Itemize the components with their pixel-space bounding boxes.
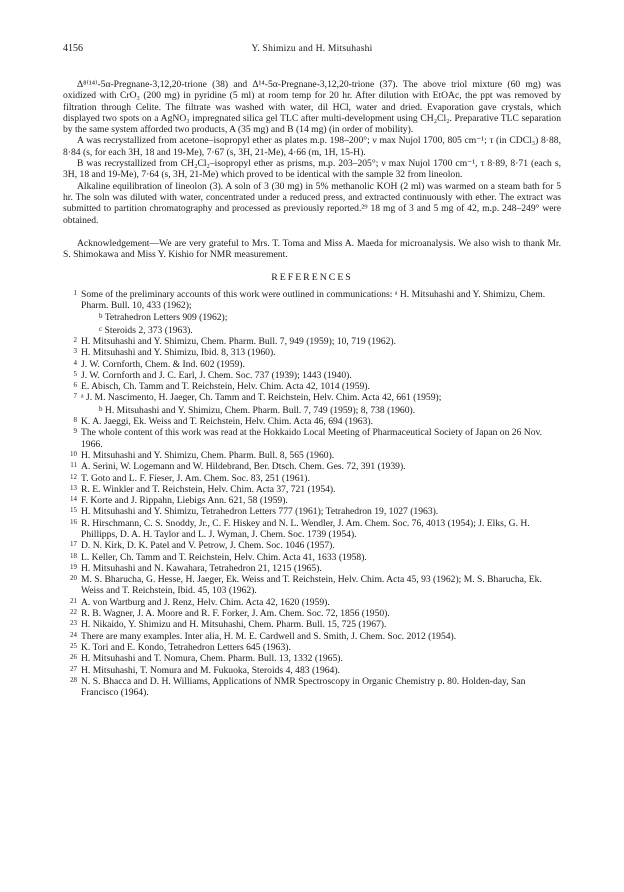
reference-item xyxy=(63,518,561,541)
reference-text: H. Mitsuhashi, T. Nomura and M. Fukuoka, Steroids 4, 483 (1964). xyxy=(81,664,340,676)
reference-item xyxy=(63,676,561,699)
reference-text: H. Mitsuhashi and T. Nomura, Chem. Pharm. Bull. 13, 1332 (1965). xyxy=(81,653,343,665)
reference-item xyxy=(63,597,561,608)
reference-item xyxy=(63,631,561,642)
reference-text: T. Goto and L. F. Fieser, J. Am. Chem. Soc. 83, 251 (1961). xyxy=(81,472,310,484)
reference-text: E. Abisch, Ch. Tamm and T. Reichstein, Helv. Chim. Acta 42, 1014 (1959). xyxy=(81,381,370,393)
reference-text: There are many examples. Inter alia, H. M. E. Cardwell and S. Smith, J. Chem. Soc. 2012 (1954). xyxy=(81,630,457,642)
reference-number: 7 xyxy=(73,392,77,401)
reference-text: Some of the preliminary accounts of this work were outlined in communications: ᵃ H. Mitsuhashi and Y. Shimizu, Chem. Pharm. Bull. 10, 433 (1962); xyxy=(81,288,546,312)
reference-number: 26 xyxy=(70,653,77,662)
reference-number: 24 xyxy=(70,630,77,639)
reference-text: K. A. Jaeggi, Ek. Weiss and T. Reichstein, Helv. Chim. Acta 46, 694 (1963). xyxy=(81,416,373,428)
reference-item xyxy=(63,619,561,630)
reference-subitem-mark: b xyxy=(99,312,103,321)
reference-number: 16 xyxy=(70,517,77,526)
reference-text: J. W. Cornforth, Chem. & Ind. 602 (1959). xyxy=(81,358,245,370)
reference-number: 12 xyxy=(70,472,77,481)
reference-number: 5 xyxy=(73,369,77,378)
reference-item xyxy=(63,347,561,358)
reference-item xyxy=(63,473,561,484)
reference-list xyxy=(63,289,561,699)
reference-number: 11 xyxy=(70,461,77,470)
reference-number: 28 xyxy=(70,675,77,684)
reference-number: 4 xyxy=(73,358,77,367)
reference-item xyxy=(63,552,561,563)
reference-text: N. S. Bhacca and D. H. Williams, Applications of NMR Spectroscopy in Organic Chemistry p. 80. Holden-day, San Francisco (1964). xyxy=(81,675,526,699)
reference-item xyxy=(63,381,561,392)
article-body xyxy=(63,79,561,698)
reference-item xyxy=(63,540,561,551)
reference-number: 25 xyxy=(70,641,77,650)
reference-item xyxy=(63,608,561,619)
page-header xyxy=(63,43,561,57)
running-head: Y. Shimizu and H. Mitsuhashi xyxy=(251,43,373,54)
reference-number: 17 xyxy=(70,540,77,549)
reference-item xyxy=(63,461,561,472)
reference-text: J. W. Cornforth and J. C. Earl, J. Chem. Soc. 737 (1939); 1443 (1940). xyxy=(81,369,352,381)
reference-text: A. Serini, W. Logemann and W. Hildebrand, Ber. Dtsch. Chem. Ges. 72, 391 (1939). xyxy=(81,461,406,473)
reference-number: 6 xyxy=(73,381,77,390)
reference-number: 19 xyxy=(70,562,77,571)
experimental-paragraph: Alkaline equilibration of lineolon (3). A soln of 3 (30 mg) in 5% methanolic KOH (2 ml) was warmed on a steam bath for 5 hr. The soln was diluted with water, concentrated under a reduced press, and extracted continuously with ether. The extract was submitted to partition chromatography and processed as previously reported.²⁹ 18 mg of 3 and 5 mg of 42, m.p. 248–249° were obtained. xyxy=(63,180,561,226)
reference-text: F. Korte and J. Rippahn, Liebigs Ann. 621, 58 (1959). xyxy=(81,495,288,507)
reference-item xyxy=(63,484,561,495)
reference-number: 22 xyxy=(70,608,77,617)
reference-subitem-text: H. Mitsuhashi and Y. Shimizu, Chem. Pharm. Bull. 7, 749 (1959); 8, 738 (1960). xyxy=(104,404,416,416)
experimental-paragraph: A was recrystallized from acetone–isopropyl ether as plates m.p. 198–200°; ν max Nujol 1700, 805 cm⁻¹; τ (in CDCl₃) 8·88, 8·84 (s, for each 3H, 18 and 19-Me), 7·67 (s, 3H, 21-Me), 4·66 (m, 1H, 15-H). xyxy=(63,135,561,158)
reference-number: 13 xyxy=(70,483,77,492)
reference-number: 15 xyxy=(70,506,77,515)
acknowledgement: Acknowledgement—We are very grateful to Mrs. T. Toma and Miss A. Maeda for microanalysis. We also wish to thank Mr. S. Shimokawa and Miss Y. Kishio for NMR measurement. xyxy=(63,237,561,261)
reference-subitem xyxy=(81,311,561,323)
reference-number: 9 xyxy=(73,427,77,436)
reference-text: H. Mitsuhashi and Y. Shimizu, Chem. Pharm. Bull. 7, 949 (1959); 10, 719 (1962). xyxy=(81,335,396,347)
reference-text: R. B. Wagner, J. A. Moore and R. F. Forker, J. Am. Chem. Soc. 72, 1856 (1950). xyxy=(81,608,390,620)
reference-item xyxy=(63,450,561,461)
reference-number: 3 xyxy=(73,347,77,356)
reference-number: 27 xyxy=(70,664,77,673)
reference-text: H. Nikaido, Y. Shimizu and H. Mitsuhashi, Chem. Pharm. Bull. 15, 725 (1967). xyxy=(81,619,387,631)
page-number: 4156 xyxy=(63,43,83,54)
reference-text: ᵃ J. M. Nascimento, H. Jaeger, Ch. Tamm and T. Reichstein, Helv. Chim. Acta 42, 661 (1959); xyxy=(81,392,442,404)
reference-item xyxy=(63,427,561,450)
reference-item xyxy=(63,665,561,676)
reference-subitem-mark: b xyxy=(99,404,103,413)
reference-subitem xyxy=(81,404,561,416)
reference-item xyxy=(63,392,561,416)
reference-number: 23 xyxy=(70,619,77,628)
reference-item xyxy=(63,563,561,574)
reference-item xyxy=(63,370,561,381)
reference-number: 14 xyxy=(70,495,77,504)
reference-subitem-text: Tetrahedron Letters 909 (1962); xyxy=(104,312,228,324)
reference-text: H. Mitsuhashi and Y. Shimizu, Chem. Pharm. Bull. 8, 565 (1960). xyxy=(81,449,335,461)
reference-text: R. Hirschmann, C. S. Snoddy, Jr., C. F. Hiskey and N. L. Wendler, J. Am. Chem. Soc. 76, 4013 (1954); J. Elks, G. H. Phillipps, D. A. H. Taylor and L. J. Wyman, J. Chem. Soc. 1739 (1954). xyxy=(81,517,530,540)
reference-subitem-text: Steroids 2, 373 (1963). xyxy=(104,324,193,336)
reference-text: D. N. Kirk, D. K. Patel and V. Petrow, J. Chem. Soc. 1046 (1957). xyxy=(81,540,335,552)
reference-item xyxy=(63,495,561,506)
reference-item xyxy=(63,416,561,427)
reference-item xyxy=(63,506,561,517)
reference-text: K. Tori and E. Kondo, Tetrahedron Letters 645 (1963). xyxy=(81,641,291,653)
experimental-paragraph: Δ⁸⁽¹⁴⁾-5α-Pregnane-3,12,20-trione (38) and Δ¹⁴-5α-Pregnane-3,12,20-trione (37). The above triol mixture (60 mg) was oxidized with CrO₃ (200 mg) in pyridine (5 ml) at room temp for 20 hr. After dilution with EtOAc, the ppt was removed by filtration through Celite. The filtrate was washed with water, dil HCl, water and dried. Evaporation gave crystals, which displayed two spots on a AgNO₃ impregnated silica gel TLC after multi-development using CH₂Cl₂. Preparative TLC separation by the same system afforded two products, A (35 mg) and B (14 mg) (in order of mobility). xyxy=(63,79,561,136)
reference-number: 1 xyxy=(73,288,77,297)
reference-text: H. Mitsuhashi and Y. Shimizu, Ibid. 8, 313 (1960). xyxy=(81,347,276,359)
reference-number: 8 xyxy=(73,416,77,425)
reference-subitem xyxy=(81,324,561,336)
reference-text: A. von Wartburg and J. Renz, Helv. Chim. Acta 42, 1620 (1959). xyxy=(81,596,330,608)
reference-text: The whole content of this work was read at the Hokkaido Local Meeting of Pharmaceutical Society of Japan on 26 Nov. 1966. xyxy=(81,427,543,450)
references-heading: REFERENCES xyxy=(271,272,353,284)
reference-number: 18 xyxy=(70,551,77,560)
reference-item xyxy=(63,289,561,336)
reference-item xyxy=(63,653,561,664)
reference-text: M. S. Bharucha, G. Hesse, H. Jaeger, Ek. Weiss and T. Reichstein, Helv. Chim. Acta 45, 93 (1962); M. S. Bharucha, Ek. Weiss and T. Reichstein, Ibid. 45, 103 (1962). xyxy=(81,574,542,597)
reference-text: H. Mitsuhashi and N. Kawahara, Tetrahedron 21, 1215 (1965). xyxy=(81,562,322,574)
reference-item xyxy=(63,642,561,653)
reference-text: H. Mitsuhashi and Y. Shimizu, Tetrahedron Letters 777 (1961); Tetrahedron 19, 1027 (1963). xyxy=(81,506,439,518)
reference-number: 2 xyxy=(73,335,77,344)
reference-number: 10 xyxy=(70,449,77,458)
reference-item xyxy=(63,359,561,370)
reference-number: 20 xyxy=(70,574,77,583)
reference-item xyxy=(63,574,561,597)
reference-subitem-mark: c xyxy=(99,324,103,333)
reference-text: L. Keller, Ch. Tamm and T. Reichstein, Helv. Chim. Acta 41, 1633 (1958). xyxy=(81,551,367,563)
experimental-paragraph: B was recrystallized from CH₂Cl₂–isopropyl ether as prisms, m.p. 203–205°; ν max Nujol 1700 cm⁻¹, τ 8·89, 8·71 (each s, 3H, 18 and 19-Me), 7·64 (s, 3H, 21-Me) which proved to be identical with the sample 32 from lineolon. xyxy=(63,158,561,181)
reference-text: R. E. Winkler and T. Reichstein, Helv. Chim. Acta 37, 721 (1954). xyxy=(81,483,336,495)
reference-number: 21 xyxy=(70,596,77,605)
reference-item xyxy=(63,336,561,347)
